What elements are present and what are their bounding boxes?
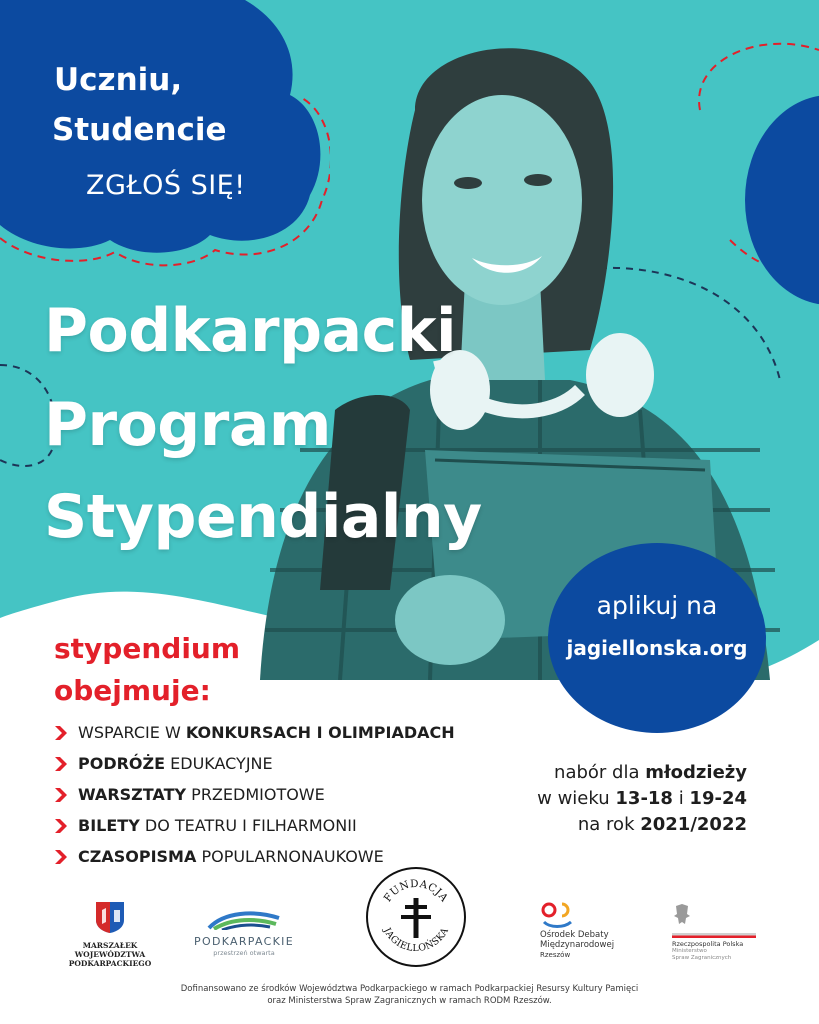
benefit-text-bold: PODRÓŻE: [78, 754, 166, 773]
recruit-text: w wieku: [537, 788, 616, 809]
logo-fundacja-jagiellonska: [365, 866, 467, 968]
logo-podkarpackie: [188, 908, 300, 958]
recruit-text-bold: młodzieży: [645, 762, 747, 783]
logo-marszalek: [60, 900, 160, 970]
logo-rzeczpospolita-msz: [672, 902, 767, 962]
eagle-emblem-icon: [672, 902, 762, 938]
benefit-text: POPULARNONAUKOWE: [196, 847, 384, 866]
footer-line-1: Dofinansowano ze środków Województwa Podkarpackiego w ramach Podkarpackiej Resursy Kultury Pamięci: [180, 984, 639, 994]
coat-of-arms-icon: [94, 900, 126, 934]
chevron-right-icon: [54, 849, 68, 865]
apply-label: aplikuj na: [596, 591, 718, 620]
chevron-right-icon: [54, 787, 68, 803]
recruit-school-year: 2021/2022: [640, 814, 747, 835]
fundacja-bottom-text: JAGIELLOŃSKA: [381, 925, 451, 955]
recruit-age-range-1: 13-18: [615, 788, 673, 809]
benefit-item: [54, 782, 455, 813]
odm-text-1: Ośrodek Debaty: [540, 930, 609, 940]
benefit-text-bold: CZASOPISMA: [78, 847, 197, 866]
chevron-right-icon: [54, 818, 68, 834]
rp-text-3: Spraw Zagranicznych: [672, 954, 732, 961]
recruitment-info: [537, 760, 747, 838]
apply-circle: [548, 543, 766, 733]
benefit-text: PRZEDMIOTOWE: [186, 785, 325, 804]
odm-symbol-icon: [540, 902, 576, 928]
footer-funding-note: [0, 983, 819, 1007]
rp-text-1: Rzeczpospolita Polska: [672, 940, 744, 948]
title-line-program: Program: [44, 390, 331, 460]
podkarpackie-hills-icon: [204, 908, 284, 930]
benefit-text: WSPARCIE W: [78, 723, 186, 742]
recruit-text: na rok: [577, 814, 641, 835]
logo-osrodek-debaty: [540, 902, 635, 962]
benefit-text: DO TEATRU I FILHARMONII: [139, 816, 357, 835]
benefit-item: [54, 813, 455, 844]
cloud-text-zglos-sie: ZGŁOŚ SIĘ!: [86, 170, 246, 201]
podkarpackie-sub: przestrzeń otwarta: [213, 949, 275, 957]
rp-text-2: Ministerstwo: [672, 948, 707, 954]
benefit-text-bold: WARSZTATY: [78, 785, 187, 804]
scholarship-heading-line1: stypendium: [54, 632, 241, 665]
benefit-item: [54, 751, 455, 782]
marszalek-text-1: MARSZAŁEK: [82, 941, 138, 950]
chevron-right-icon: [54, 756, 68, 772]
benefits-list: [54, 720, 455, 875]
title-line-stypendialny: Stypendialny: [44, 482, 482, 552]
podkarpackie-name: PODKARPACKIE: [194, 935, 294, 948]
recruit-text: nabór dla: [554, 762, 646, 783]
apply-url-link[interactable]: jagiellonska.org: [566, 636, 748, 660]
footer-line-2: oraz Ministerstwa Spraw Zagranicznych w ramach RODM Rzeszów.: [267, 996, 552, 1006]
recruit-text: i: [672, 788, 690, 809]
cloud-text-studencie: Studencie: [52, 112, 227, 148]
recruit-age-range-2: 19-24: [689, 788, 747, 809]
benefit-item: [54, 720, 455, 751]
odm-text-3: Rzeszów: [540, 951, 571, 959]
benefit-text-bold: BILETY: [78, 816, 140, 835]
benefit-text-bold: KONKURSACH I OLIMPIADACH: [185, 723, 455, 742]
scholarship-heading-line2: obejmuje:: [54, 674, 211, 707]
marszalek-text-2: WOJEWÓDZTWA: [74, 950, 146, 959]
fundacja-top-text: FUNDACJA: [381, 877, 451, 905]
chevron-right-icon: [54, 725, 68, 741]
odm-text-2: Międzynarodowej: [540, 940, 615, 950]
marszalek-text-3: PODKARPACKIEGO: [68, 959, 152, 968]
benefit-text: EDUKACYJNE: [165, 754, 273, 773]
title-line-podkarpacki: Podkarpacki: [44, 296, 457, 366]
cloud-text-uczniu: Uczniu,: [54, 62, 183, 98]
